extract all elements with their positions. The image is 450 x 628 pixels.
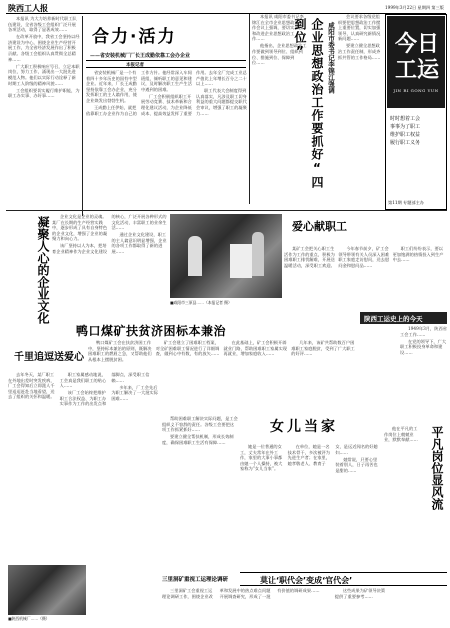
- main-photo: [170, 214, 282, 298]
- yakou-body: 鸭口煤矿工会在扶贫济困工作中，坚持标本兼治的原则，既解决困难职工的燃眉之急，又帮助他们从根本上摆脱贫困。 矿工会建立了困难职工档案，对全矿困难职工情况进行了详细调查，做到心中有数，有的放矢…… 在此基础上，矿工会积极开辟就业门路，帮助困难职工家属实现再就业，增加家庭收入…… 几年来，该矿共帮助数百户困难职工家庭脱贫，受到了广大职工的好评……: [88, 340, 355, 362]
- bottom-photo-caption: ■陕西机械厂……（摄）: [8, 616, 50, 621]
- today-title: 今日工运: [394, 32, 439, 83]
- nuer-headline: 女儿当家: [270, 419, 338, 435]
- column-divider: [249, 14, 250, 204]
- today-gongyun-box: [385, 14, 447, 210]
- shaanxi-road-headline: 陕西工运史上的今天: [364, 315, 423, 323]
- left-column-text: 本报讯 为大力培养新时代职工队伍建设，全省各级工会组织广泛开展各项活动，取得了显著成效…… 在改革开放中，我省工会坚持以经济建设为中心，围绕企业生产经营开展工作，为全省经济发展作出了积极贡献。各级工会组织认真贯彻全总精神…… 广大职工积极响应号召，立足本职岗位，努力工作，涌现出一大批先进模范人物。他们以实际行动诠释了新时期工人阶级的精神风貌…… 工会组织要切实履行维护职能，为职工办实事、办好事……: [8, 16, 80, 99]
- today-title-bg: [387, 16, 445, 108]
- sanli-headline: 三里洞矿重视工运理论调研: [162, 577, 229, 583]
- today-sub-item: 时时想着工会: [390, 116, 421, 122]
- enterprise-body-a: 本报讯 咸阳市委书记李锦江在全市企业思想政治工作会议上强调，要切实加强和改进企业思想政治工作…… 他指出，企业思想政治工作要做到领导到位、组织到位、措施到位、保障到位……: [252, 14, 307, 66]
- section-divider: [6, 210, 447, 211]
- today-sub-item: 事事为了职工: [390, 124, 421, 130]
- shaanxi-road-box: [360, 312, 447, 324]
- date-line: 1999年3月22日 星期四 第三版: [385, 5, 444, 10]
- masthead-bar: [6, 2, 446, 14]
- heli-body: 省安装机械厂是一个有着四十多年历史的国有中型企业。近年来，厂长王成勤坚持依靠工会办企业，充分发挥职工的主人翁作用，使企业焕发出勃勃生机。 王成勤上任伊始，就把依靠职工办企业作为自己的工作方针。他经常深入车间班组，倾听职工的意见和建议，及时解决职工生产生活中遇到的困难。 厂工会积极组织职工开展劳动竞赛、技术革新和合理化建议活动，为企业降低成本、提高效益发挥了重要作用。去年全厂完成工业总产值比上年增长百分之二十以上…… 职工代表大会制度得到认真落实，凡涉及职工切身利益的重大问题都提交职代会审议，增强了职工的凝聚力……: [86, 70, 247, 116]
- bottom-banner-headline: 莫让‘职代会’变成‘官代会’: [260, 576, 353, 585]
- enterprise-headline: 企业思想政治工作要抓好“四到位”: [293, 18, 324, 189]
- heli-byline: 本报记者: [126, 63, 144, 68]
- cohesion-body: 企业文化是企业的灵魂。某厂在长期的生产经营实践中，逐步形成了具有自身特色的企业文化，增强了企业的凝聚力和向心力。 该厂坚持以人为本，把培育企业精神作为企业文化建设的核心，广泛开展各种形式的文化活动，丰富职工的业余生活…… 通过企业文化建设，职工的主人翁意识明显增强，企业的各项工作都取得了新的进展……: [52, 214, 167, 255]
- pingfan-headline: 平凡岗位显风流: [430, 426, 444, 510]
- bottom-banner: [240, 572, 447, 586]
- qianli-body: 去年冬天，某厂职工在外地出差时突发疾病，厂工会得知后立即派人千里迢迢赶赴当地看望，送去了组织的关怀和温暖。 职工家属感动地说，工会真是我们职工的贴心人…… 该厂工会始终把维护职工合法权益、为职工办实事作为工作的出发点和落脚点，深受职工信赖…… 多年来，厂工会先后为职工解决了一大批实际困难……: [8, 372, 158, 407]
- middle-body: 帮助困难职工解决实际问题，是工会组织义不容辞的责任。各级工会要把这项工作抓紧抓好…… 要建立健全帮扶机制，形成长效制度，确保困难职工生活有保障……: [162, 416, 238, 445]
- bottom-photo: [8, 565, 86, 615]
- main-photo-caption: ■咸阳市三原县……（本报记者 摄）: [170, 300, 232, 305]
- love-worker-headline: 爱心献职工: [292, 220, 347, 233]
- nuer-body: 她是一位普通的女工，丈夫常年在外工作，家里的大事小事都由她一个人操持，被大家称为“女儿当家”。 在单位，她是一名技术骨干，多次被评为先进生产者；在家里，她孝敬老人、教育子女，是远近闻名的好媳妇…… 她常说，只要心里装着别人，日子再苦也是甜的……: [240, 444, 378, 473]
- pingfan-body: 他在平凡的工作岗位上兢兢业业，默默奉献……: [384, 426, 418, 443]
- love-worker-box: [284, 212, 380, 248]
- yakou-headline: 鸭口煤矿扶贫济困标本兼治: [76, 324, 227, 338]
- today-pinyin: JIN RI GONG YUN: [393, 88, 439, 93]
- heli-subhead: ——省安装机械厂厂长王成勤依靠工会办企业: [90, 53, 191, 59]
- qianli-headline: 千里追逗送爱心: [14, 352, 84, 363]
- sanli-body: 三里洞矿工会重视工运理论调研工作，围绕企业改革和发展中的热点难点问题开展调查研究，形成了一批有价值的调研成果…… 这些成果为矿领导决策提供了重要参考……: [162, 588, 386, 599]
- enterprise-subhead: 咸阳市委书记李锦江强调: [327, 22, 335, 94]
- qianli-block: [8, 340, 86, 370]
- column-divider: [82, 16, 83, 216]
- yakou-headline-block: [52, 320, 352, 338]
- today-sub-item: 履行职工义务: [390, 140, 421, 146]
- today-sub-list: [390, 115, 444, 175]
- nuer-block: [240, 412, 380, 442]
- enterprise-body-b: 会议要求各级党组织要把思想政治工作摆上重要位置，切实加强领导，认真研究新情况新问题…… 要建立健全思想政治工作责任制，形成齐抓共管的工作格局……: [338, 14, 381, 60]
- cohesion-headline: 凝聚人心的企业文化: [36, 216, 50, 324]
- heli-byline-bar: [86, 60, 246, 68]
- today-issue-no: 第11期 专题部主办: [388, 200, 424, 205]
- right-side-body: 1949年3月，陕西省工会工作…… 在党的领导下，广大职工积极投身革命和建设……: [400, 326, 447, 355]
- paper-name: 陕西工人报: [8, 3, 48, 13]
- love-worker-body: 某矿工会把关心职工生活作为工作的重点，积极为困难职工排忧解难，开展送温暖活动，深受职工欢迎。 今年春节前夕，矿工会领导带领有关人员深入困难职工家庭走访慰问，送去慰问金和慰问品…… 职工们纷纷表示，要以更加饱满的热情投入到生产中去……: [284, 246, 444, 268]
- sanli-block: [162, 572, 238, 586]
- today-sub-item: 维护职工权益: [390, 132, 421, 138]
- heli-headline: 合力·活力: [92, 27, 177, 47]
